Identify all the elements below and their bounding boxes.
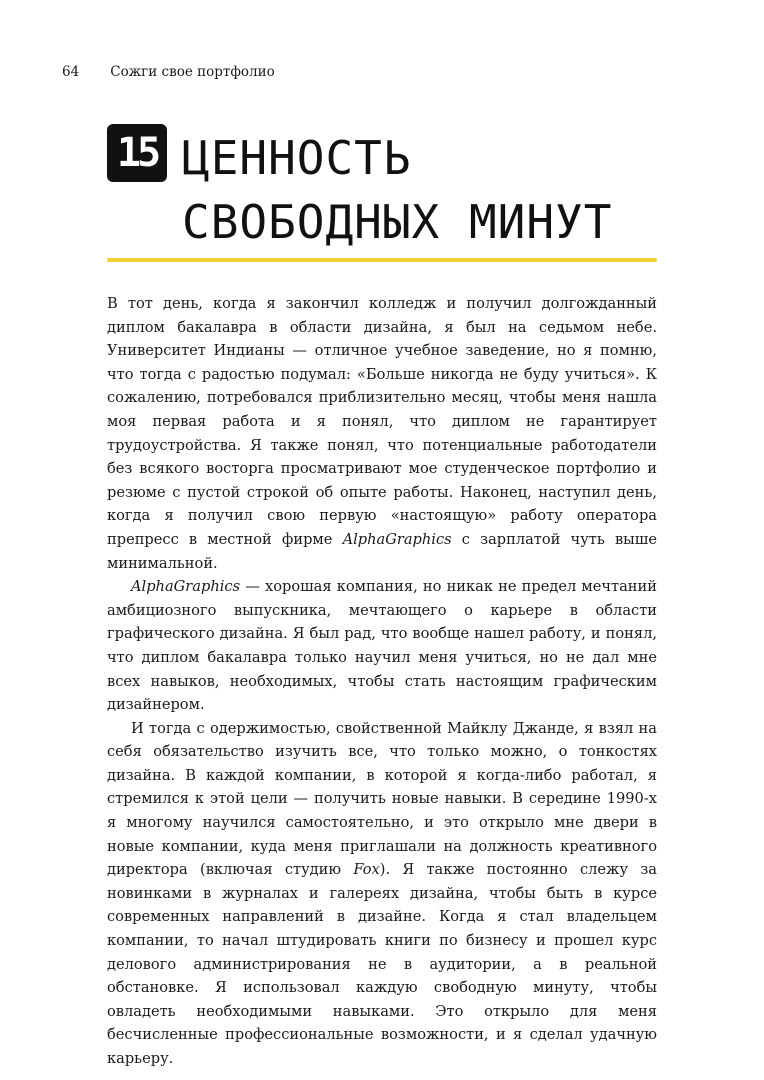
body-text — [107, 292, 657, 1071]
chapter-title — [182, 126, 662, 254]
page-number: 64 — [62, 64, 80, 80]
paragraph-2 — [107, 575, 657, 717]
studio-name-fox: Fox — [353, 861, 380, 879]
company-name-alphagraphics: AlphaGraphics — [131, 578, 241, 596]
chapter-title-line-1: ЦЕННОСТЬ — [182, 131, 412, 185]
paragraph-3-text-2: ). Я также постоянно слежу за новинками в журналах и галереях дизайна, чтобы быть в курсе современных направлений в дизайне. Когда я стал владельцем компании, то начал штудировать книги по бизнесу и прошел курс делового администрирования не в аудитории, а в реальной обстановке. Я использовал каждую свободную минуту, чтобы овладеть необходимыми навыками. Это открыло для меня бесчисленные профессиональные возможности, и я сделал удачную карьеру. — [107, 861, 657, 1067]
paragraph-1-text-1: В тот день, когда я закончил колледж и получил долгожданный диплом бакалавра в области дизайна, я был на седьмом небе. Университет Индианы — отличное учебное заведение, но я помню, что тогда с радостью подумал: «Больше никогда не буду учиться». К сожалению, потребовался приблизительно месяц, чтобы меня нашла моя первая работа и я понял, что диплом не гарантирует трудоустройства. Я также понял, что потенциальные работодатели без всякого восторга просматривают мое студенческое портфолио и резюме с пустой строкой об опыте работы. Наконец, наступил день, когда я получил свою первую «настоящую» работу оператора препресс в местной фирме — [107, 295, 657, 548]
title-underline-rule — [107, 258, 657, 262]
running-header — [62, 62, 275, 82]
company-name-alphagraphics: AlphaGraphics — [342, 530, 452, 548]
paragraph-1-text-2: с зарплатой чуть выше минимальной. — [107, 530, 658, 572]
paragraph-3-text-1: И тогда с одержимостью, свойственной Майклу Джанде, я взял на себя обязательство изучить все, что только можно, о тонкостях дизайна. В каждой компании, в которой я когда-либо работал, я стремился к этой цели — получить новые навыки. В середине 1990-х я многому научился самостоятельно, и это открыло мне двери в новые компании, куда меня приглашали на должность креативного директора (включая студию — [107, 719, 657, 879]
paragraph-1 — [107, 292, 657, 575]
chapter-number-badge: 15 — [107, 124, 167, 182]
paragraph-2-text-1: — хорошая компания, но никак не предел мечтаний амбициозного выпускника, мечтающего о карьере в области графического дизайна. Я был рад, что вообще нашел работу, и понял, что диплом бакалавра только научил меня учиться, но не дал мне всех навыков, необходимых, чтобы стать настоящим графическим дизайнером. — [107, 578, 657, 714]
paragraph-3 — [107, 717, 657, 1071]
chapter-title-line-2: СВОБОДНЫХ МИНУТ — [182, 195, 613, 249]
book-title: Сожги свое портфолио — [110, 64, 275, 80]
